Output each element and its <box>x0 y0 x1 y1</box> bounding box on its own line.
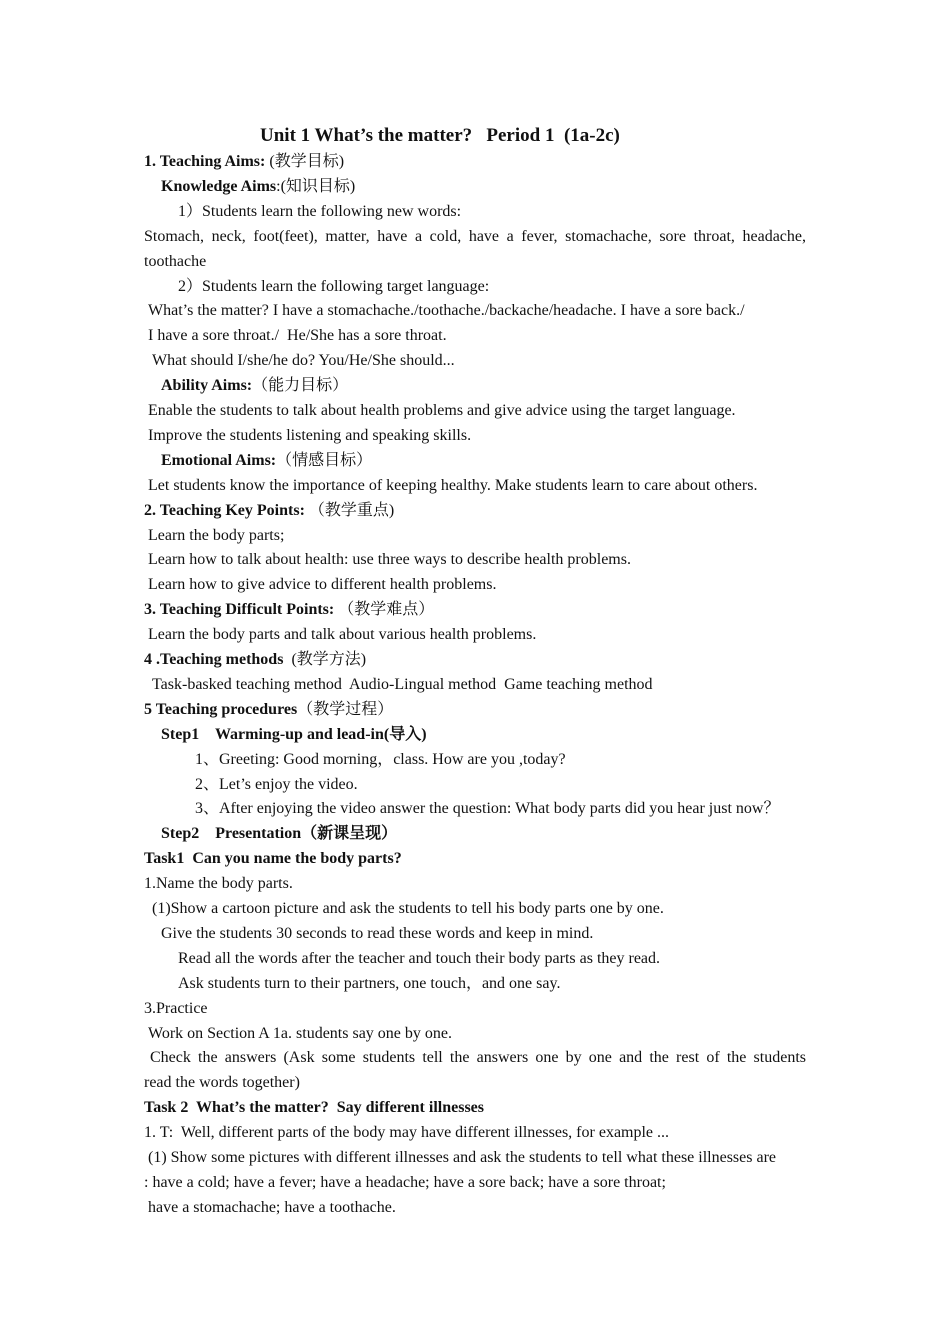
line-text: What’s the matter? I have a stomachache./toothache./backache/headache. I have a sore back./ <box>148 302 745 320</box>
line-text: What should I/she/he do? You/He/She should... <box>152 352 455 370</box>
line-heading: Task1 Can you name the body parts? <box>144 850 402 868</box>
line-text: （教学过程） <box>297 700 394 718</box>
line-text: Enable the students to talk about health problems and give advice using the target language. <box>148 402 736 419</box>
line-text: (1) Show some pictures with different illnesses and ask the students to tell what these illnesses are <box>148 1149 777 1166</box>
line-heading: 2. Teaching Key Points: <box>144 501 305 519</box>
line-text: 2、Let’s enjoy the video. <box>195 775 358 793</box>
text-line <box>144 1173 806 1193</box>
line-text: have a stomachache; have a toothache. <box>148 1198 396 1216</box>
line-heading: Ability Aims: <box>161 377 253 395</box>
line-text: Learn the body parts and talk about various health problems. <box>148 626 537 644</box>
line-heading: Task 2 What’s the matter? Say different illnesses <box>144 1099 484 1117</box>
text-line <box>148 1024 806 1044</box>
line-text: 1. T: Well, different parts of the body may have different illnesses, for example ... <box>144 1124 670 1142</box>
text-line <box>150 1048 806 1068</box>
line-text: :(知识目标) <box>276 177 356 195</box>
line-text: Read all the words after the teacher and touch their body parts as they read. <box>178 949 661 967</box>
text-line <box>148 526 806 546</box>
line-text: (1)Show a cartoon picture and ask the students to tell his body parts one by one. <box>152 900 664 917</box>
line-text: Give the students 30 seconds to read these words and keep in mind. <box>161 924 594 942</box>
line-text: （教学难点） <box>334 601 435 619</box>
text-line <box>144 874 806 894</box>
text-line <box>148 301 806 321</box>
text-line <box>148 326 806 346</box>
text-line <box>148 426 806 446</box>
page-title: Unit 1 What’s the matter? Period 1 (1a-2c) <box>260 125 620 146</box>
line-text: 3.Practice <box>144 999 208 1017</box>
text-line <box>195 750 806 770</box>
text-line <box>195 799 806 819</box>
line-text: Task-basked teaching method Audio-Lingual method Game teaching method <box>152 675 653 693</box>
text-line <box>148 476 806 496</box>
text-line <box>152 675 806 695</box>
line-text: （能力目标） <box>252 377 349 395</box>
line-heading: 5 Teaching procedures <box>144 700 298 718</box>
line-heading: 1. Teaching Aims: <box>144 153 266 170</box>
line-text: I have a sore throat./ He/She has a sore throat. <box>148 327 447 345</box>
line-text: Check the answers (Ask some students tell the answers one by one and the rest of the students <box>150 1049 806 1067</box>
text-line <box>144 600 806 620</box>
line-text: (教学方法) <box>283 651 367 668</box>
line-text: 1.Name the body parts. <box>144 875 293 893</box>
text-line <box>144 252 806 272</box>
line-text: : have a cold; have a fever; have a headache; have a sore back; have a sore throat; <box>144 1173 666 1191</box>
text-line <box>178 974 806 994</box>
line-text: （情感目标） <box>276 451 373 469</box>
text-line <box>148 1148 806 1168</box>
text-line <box>144 849 806 869</box>
text-line <box>144 1073 806 1093</box>
line-text: 1、Greeting: Good morning，class. How are you ,today? <box>195 750 566 768</box>
text-line <box>148 625 806 645</box>
line-text: Ask students turn to their partners, one touch，and one say. <box>178 974 561 992</box>
line-text: read the words together) <box>144 1074 300 1092</box>
line-heading: Knowledge Aims <box>161 177 277 195</box>
text-line <box>144 999 806 1019</box>
text-line <box>161 177 806 197</box>
line-text: toothache <box>144 252 207 270</box>
text-line <box>161 824 806 844</box>
line-text: 2）Students learn the following target language: <box>178 277 490 295</box>
text-line <box>161 924 806 944</box>
line-text: Learn how to talk about health: use three ways to describe health problems. <box>148 551 631 569</box>
text-line <box>152 899 806 919</box>
text-line <box>144 152 806 172</box>
text-line <box>144 1098 806 1118</box>
line-heading: 4 .Teaching methods <box>144 651 284 668</box>
line-text: Improve the students listening and speaking skills. <box>148 426 472 444</box>
text-line <box>161 376 806 396</box>
line-text: （教学重点) <box>304 501 395 519</box>
line-heading: Step2 Presentation（新课呈现） <box>161 825 398 843</box>
line-text: Learn how to give advice to different health problems. <box>148 576 497 594</box>
text-line <box>178 277 806 297</box>
line-text: Let students know the importance of keeping healthy. Make students learn to care about others. <box>148 476 758 494</box>
text-line <box>144 501 806 521</box>
text-line <box>195 775 806 795</box>
text-line <box>148 550 806 570</box>
text-line <box>178 949 806 969</box>
text-line <box>161 451 806 471</box>
line-text: Stomach, neck, foot(feet), matter, have a cold, have a fever, stomachache, sore throat, headache, <box>144 227 806 245</box>
text-line <box>161 725 806 745</box>
text-line <box>144 227 806 247</box>
text-line <box>148 401 806 421</box>
line-text: 3、After enjoying the video answer the question: What body parts did you hear just now？ <box>195 800 780 818</box>
line-heading: 3. Teaching Difficult Points: <box>144 601 335 619</box>
text-line <box>144 1123 806 1143</box>
text-line <box>148 1198 806 1218</box>
text-line <box>178 202 806 222</box>
line-text: Learn the body parts; <box>148 526 285 544</box>
line-text: (教学目标) <box>265 153 345 170</box>
text-line <box>144 650 806 670</box>
text-line <box>152 351 806 371</box>
text-line <box>144 700 806 720</box>
line-heading: Step1 Warming-up and lead-in(导入) <box>161 725 427 743</box>
line-heading: Emotional Aims: <box>161 451 277 469</box>
text-line <box>148 575 806 595</box>
line-text: 1）Students learn the following new words: <box>178 202 462 220</box>
line-text: Work on Section A 1a. students say one by one. <box>148 1024 453 1042</box>
